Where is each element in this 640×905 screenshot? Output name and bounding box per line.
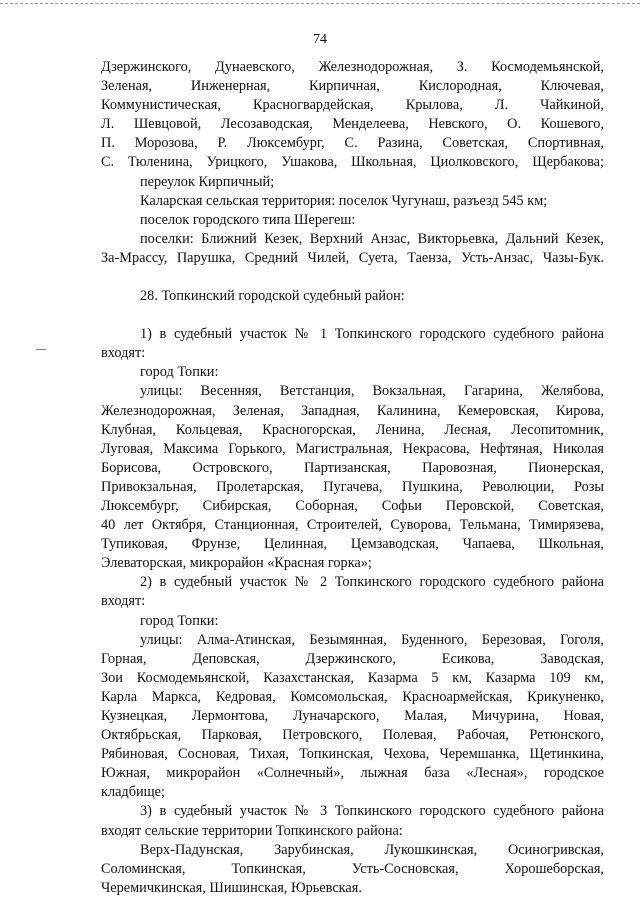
text-line: Южная, микрорайон «Солнечный», лыжная база «Лесная», городское <box>101 765 604 782</box>
text-line: входят сельские территории Топкинского района: <box>101 822 403 839</box>
text-line: Л. Шевцовой, Лесозаводская, Менделеева, Невского, О. Кошевого, <box>101 116 604 133</box>
text-line: Элеваторская, микрорайон «Красная горка»; <box>101 555 372 572</box>
text-line: Железнодорожная, Зеленая, Западная, Калинина, Кемеровская, Кирова, <box>101 402 604 419</box>
margin-mark <box>36 349 46 350</box>
text-line: 40 лет Октября, Станционная, Строителей, Суворова, Тельмана, Тимирязева, <box>101 517 604 534</box>
text-line: Зеленая, Инженерная, Кирпичная, Кислородная, Ключевая, <box>101 78 604 95</box>
text-line: Карла Маркса, Кедровая, Комсомольская, Красноармейская, Крикуненко, <box>101 688 604 705</box>
scan-top-edge <box>0 3 640 4</box>
text-line: 1) в судебный участок № 1 Топкинского городского судебного района <box>140 326 604 343</box>
text-line: За-Мрассу, Парушка, Средний Чилей, Суета, Таенза, Усть-Анзас, Чазы-Бук. <box>101 249 604 266</box>
text-line: Дзержинского, Дунаевского, Железнодорожная, З. Космодемьянской, <box>101 59 604 75</box>
text-line: Коммунистическая, Красногвардейская, Крылова, Л. Чайкиной, <box>101 97 604 114</box>
text-line: П. Морозова, Р. Люксембург, С. Разина, Советская, Спортивная, <box>101 135 604 152</box>
text-line: 2) в судебный участок № 2 Топкинского городского судебного района <box>140 574 604 591</box>
text-line: кладбище; <box>101 784 165 801</box>
text-line: Луговая, Максима Горького, Магистральная, Некрасова, Нефтяная, Николая <box>101 440 604 457</box>
text-line: Борисова, Островского, Партизанская, Паровозная, Пионерская, <box>101 459 604 476</box>
paragraph-gap <box>101 306 604 325</box>
text-line: Каларская сельская территория: поселок Чугунаш, разъезд 545 км; <box>140 192 548 209</box>
text-line: 3) в судебный участок № 3 Топкинского городского судебного района <box>140 803 604 820</box>
text-line: Соломинская, Топкинская, Усть-Сосновская, Хорошеборская, <box>101 860 604 877</box>
text-line: Люксембург, Сибирская, Соборная, Софьи Перовской, Советская, <box>101 497 604 514</box>
page-number: 74 <box>313 32 327 47</box>
text-line: город Топки: <box>140 612 219 629</box>
text-line: Черемичкинская, Шишинская, Юрьевская. <box>101 879 362 896</box>
text-line: Октябрьская, Парковая, Петровского, Полевая, Рабочая, Ретюнского, <box>101 727 604 744</box>
text-line: поселки: Ближний Кезек, Верхний Анзас, Викторьевка, Дальний Кезек, <box>140 230 604 247</box>
document-body <box>101 58 604 898</box>
text-line: Тупиковая, Фрунзе, Целинная, Цемзаводская, Чапаева, Школьная, <box>101 536 604 553</box>
text-line: Горная, Деповская, Дзержинского, Есикова, Заводская, <box>101 650 604 667</box>
section-heading: 28. Топкинский городской судебный район: <box>140 288 405 305</box>
text-line: Рябиновая, Сосновая, Тихая, Топкинская, Чехова, Черемшанка, Щетинкина, <box>101 746 604 763</box>
text-line: переулок Кирпичный; <box>140 173 275 190</box>
text-line: С. Тюленина, Урицкого, Ушакова, Школьная, Циолковского, Щербакова; <box>101 154 604 171</box>
text-line: Клубная, Кольцевая, Красногорская, Ленина, Лесная, Лесопитомник, <box>101 421 604 438</box>
text-line: город Топки: <box>140 364 219 381</box>
text-line: Верх-Падунская, Зарубинская, Лукошкинская, Осиногривская, <box>140 841 604 858</box>
text-line: поселок городского типа Шерегеш: <box>140 211 356 228</box>
text-line: входят: <box>101 345 146 362</box>
text-line: Привокзальная, Пролетарская, Пугачева, Пушкина, Революции, Розы <box>101 478 604 495</box>
text-line: Кузнецкая, Лермонтова, Луначарского, Малая, Мичурина, Новая, <box>101 708 604 724</box>
text-line: Зои Космодемьянской, Казахстанская, Казарма 5 км, Казарма 109 км, <box>101 669 604 686</box>
text-line: улицы: Алма-Атинская, Безымянная, Буденного, Березовая, Гоголя, <box>140 631 604 648</box>
text-line: улицы: Весенняя, Ветстанция, Вокзальная, Гагарина, Желябова, <box>140 383 604 400</box>
paragraph-gap <box>101 268 604 287</box>
text-line: входят: <box>101 593 146 610</box>
